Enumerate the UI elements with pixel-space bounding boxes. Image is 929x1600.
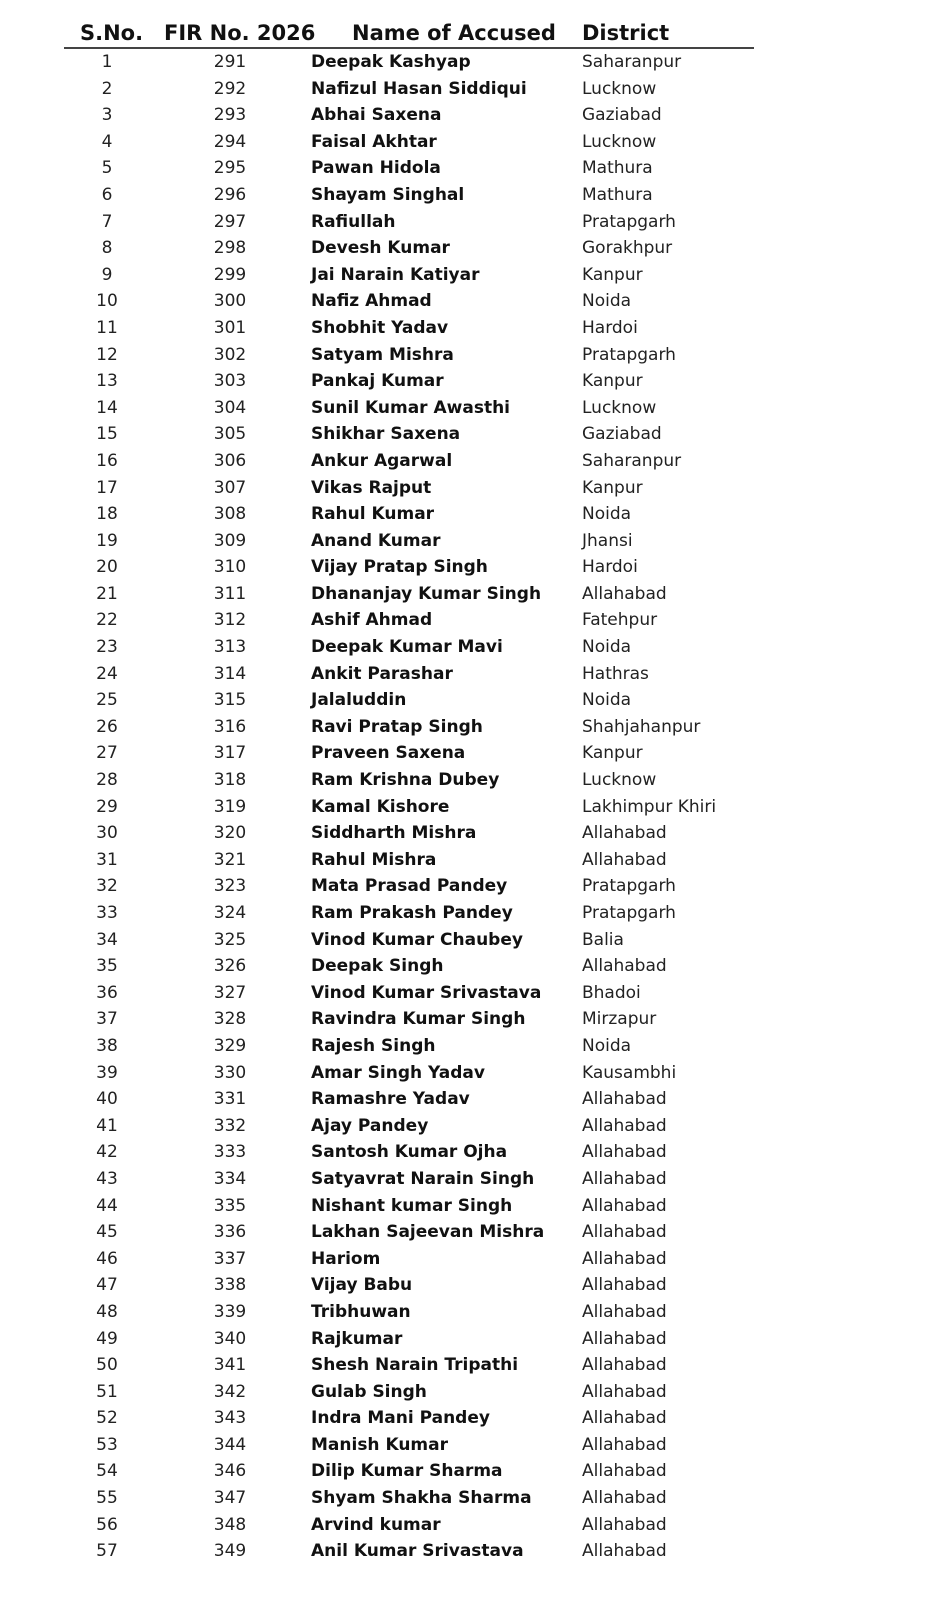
cell-sno: 4 — [101, 131, 113, 152]
cell-sno: 15 — [96, 424, 118, 445]
cell-name: Shayam Singhal — [311, 184, 465, 205]
cell-sno: 25 — [96, 690, 118, 711]
cell-sno: 54 — [96, 1461, 118, 1482]
cell-district: Allahabad — [582, 823, 667, 844]
cell-district: Allahabad — [582, 1355, 667, 1376]
cell-fir-no: 330 — [213, 1062, 247, 1083]
cell-fir-no: 307 — [213, 477, 247, 498]
table-row — [0, 1193, 929, 1220]
cell-sno: 1 — [101, 52, 113, 72]
cell-district: Allahabad — [582, 1301, 667, 1322]
table-row — [0, 900, 929, 927]
cell-district: Kanpur — [582, 371, 643, 392]
cell-name: Rahul Kumar — [311, 504, 435, 525]
cell-district: Noida — [582, 291, 632, 312]
cell-fir-no: 321 — [213, 849, 247, 870]
table-header — [0, 18, 760, 48]
cell-sno: 37 — [96, 1009, 118, 1030]
cell-name: Hariom — [311, 1248, 381, 1269]
cell-fir-no: 305 — [213, 424, 247, 445]
cell-sno: 18 — [96, 504, 118, 525]
cell-name: Ankur Agarwal — [311, 450, 453, 471]
cell-fir-no: 301 — [213, 317, 247, 338]
table-row — [0, 1246, 929, 1273]
cell-name: Ram Prakash Pandey — [311, 903, 513, 923]
cell-sno: 29 — [96, 796, 118, 817]
cell-sno: 35 — [96, 956, 118, 977]
cell-district: Allahabad — [582, 956, 667, 977]
cell-fir-no: 316 — [213, 716, 247, 737]
header-district: District — [582, 21, 670, 45]
cell-name: Kamal Kishore — [311, 796, 450, 817]
cell-name: Praveen Saxena — [311, 743, 466, 764]
table-row — [0, 76, 929, 103]
table-row — [0, 262, 929, 289]
cell-name: Shesh Narain Tripathi — [311, 1355, 519, 1376]
cell-district: Allahabad — [582, 583, 667, 604]
cell-fir-no: 311 — [213, 583, 247, 604]
cell-sno: 42 — [96, 1142, 118, 1163]
cell-name: Ashif Ahmad — [311, 610, 433, 631]
cell-fir-no: 319 — [213, 796, 247, 817]
cell-fir-no: 298 — [213, 238, 247, 259]
table-row — [0, 448, 929, 475]
table-row — [0, 49, 929, 76]
cell-fir-no: 304 — [213, 397, 247, 418]
cell-district: Kanpur — [582, 743, 643, 764]
table-row — [0, 1272, 929, 1299]
cell-sno: 33 — [96, 903, 118, 923]
cell-district: Noida — [582, 1035, 632, 1056]
cell-name: Indra Mani Pandey — [311, 1408, 490, 1429]
cell-fir-no: 334 — [213, 1168, 247, 1189]
cell-name: Satyam Mishra — [311, 344, 454, 365]
cell-fir-no: 342 — [213, 1381, 247, 1402]
cell-sno: 3 — [101, 105, 113, 126]
table-row — [0, 687, 929, 714]
cell-fir-no: 296 — [213, 184, 247, 205]
cell-district: Bhadoi — [582, 982, 641, 1003]
cell-sno: 44 — [96, 1195, 118, 1216]
cell-fir-no: 291 — [213, 52, 247, 72]
table-row — [0, 1139, 929, 1166]
cell-fir-no: 329 — [213, 1035, 247, 1056]
cell-fir-no: 306 — [213, 450, 247, 471]
cell-sno: 46 — [96, 1248, 118, 1269]
cell-name: Shyam Shakha Sharma — [311, 1488, 532, 1509]
cell-district: Allahabad — [582, 1328, 667, 1349]
cell-name: Ram Krishna Dubey — [311, 770, 500, 791]
cell-district: Gaziabad — [582, 105, 662, 126]
cell-name: Shobhit Yadav — [311, 317, 449, 338]
table-row — [0, 873, 929, 900]
cell-sno: 21 — [96, 583, 118, 604]
cell-sno: 28 — [96, 770, 118, 791]
cell-name: Shikhar Saxena — [311, 424, 461, 445]
table-row — [0, 847, 929, 874]
cell-name: Dhananjay Kumar Singh — [311, 583, 542, 604]
cell-name: Abhai Saxena — [311, 105, 442, 126]
cell-district: Allahabad — [582, 1275, 667, 1296]
table-row — [0, 794, 929, 821]
table-row — [0, 342, 929, 369]
cell-name: Satyavrat Narain Singh — [311, 1168, 535, 1189]
cell-district: Hardoi — [582, 317, 638, 338]
table-row — [0, 1219, 929, 1246]
cell-district: Saharanpur — [582, 450, 682, 471]
cell-sno: 39 — [96, 1062, 118, 1083]
cell-fir-no: 336 — [213, 1222, 247, 1243]
cell-district: Allahabad — [582, 1461, 667, 1482]
cell-sno: 48 — [96, 1301, 118, 1322]
table-row — [0, 554, 929, 581]
cell-name: Vijay Babu — [311, 1275, 413, 1296]
cell-fir-no: 332 — [213, 1115, 247, 1136]
cell-sno: 53 — [96, 1434, 118, 1455]
cell-fir-no: 300 — [213, 291, 247, 312]
cell-fir-no: 320 — [213, 823, 247, 844]
cell-fir-no: 299 — [213, 264, 247, 285]
cell-sno: 36 — [96, 982, 118, 1003]
table-row — [0, 1512, 929, 1539]
cell-name: Pankaj Kumar — [311, 371, 444, 392]
cell-name: Gulab Singh — [311, 1381, 427, 1402]
cell-sno: 38 — [96, 1035, 118, 1056]
cell-district: Saharanpur — [582, 52, 682, 72]
cell-fir-no: 331 — [213, 1089, 247, 1110]
cell-district: Noida — [582, 504, 632, 525]
cell-name: Faisal Akhtar — [311, 131, 437, 152]
cell-fir-no: 317 — [213, 743, 247, 764]
cell-name: Deepak Singh — [311, 956, 444, 977]
cell-fir-no: 309 — [213, 530, 247, 551]
cell-fir-no: 318 — [213, 770, 247, 791]
table-row — [0, 1538, 929, 1565]
cell-name: Ankit Parashar — [311, 663, 453, 684]
table-row — [0, 1033, 929, 1060]
table-row — [0, 102, 929, 129]
cell-fir-no: 325 — [213, 929, 247, 950]
cell-fir-no: 343 — [213, 1408, 247, 1429]
cell-fir-no: 292 — [213, 78, 247, 99]
cell-name: Jalaluddin — [311, 690, 407, 711]
cell-district: Lucknow — [582, 78, 657, 99]
cell-district: Pratapgarh — [582, 876, 676, 897]
cell-fir-no: 310 — [213, 557, 247, 578]
cell-name: Sunil Kumar Awasthi — [311, 397, 510, 418]
cell-fir-no: 344 — [213, 1434, 247, 1455]
cell-fir-no: 339 — [213, 1301, 247, 1322]
table-row — [0, 1113, 929, 1140]
cell-name: Anand Kumar — [311, 530, 441, 551]
cell-district: Allahabad — [582, 1408, 667, 1429]
cell-district: Allahabad — [582, 1488, 667, 1509]
cell-district: Allahabad — [582, 1514, 667, 1535]
cell-name: Deepak Kumar Mavi — [311, 637, 503, 658]
table-row — [0, 235, 929, 262]
cell-fir-no: 324 — [213, 903, 247, 923]
cell-fir-no: 335 — [213, 1195, 247, 1216]
cell-sno: 49 — [96, 1328, 118, 1349]
table-row — [0, 1299, 929, 1326]
cell-district: Gorakhpur — [582, 238, 673, 259]
cell-name: Mata Prasad Pandey — [311, 876, 508, 897]
cell-district: Balia — [582, 929, 624, 950]
cell-fir-no: 348 — [213, 1514, 247, 1535]
cell-sno: 9 — [101, 264, 113, 285]
cell-district: Kanpur — [582, 264, 643, 285]
cell-name: Vinod Kumar Srivastava — [311, 982, 542, 1003]
table-row — [0, 1432, 929, 1459]
cell-sno: 16 — [96, 450, 118, 471]
cell-fir-no: 333 — [213, 1142, 247, 1163]
cell-sno: 23 — [96, 637, 118, 658]
table-row — [0, 634, 929, 661]
cell-name: Deepak Kashyap — [311, 52, 471, 72]
cell-name: Rahul Mishra — [311, 849, 437, 870]
cell-district: Jhansi — [582, 530, 633, 551]
cell-fir-no: 297 — [213, 211, 247, 232]
cell-district: Kausambhi — [582, 1062, 677, 1083]
cell-fir-no: 314 — [213, 663, 247, 684]
cell-name: Rajkumar — [311, 1328, 403, 1349]
cell-sno: 56 — [96, 1514, 118, 1535]
cell-district: Fatehpur — [582, 610, 658, 631]
cell-sno: 22 — [96, 610, 118, 631]
cell-district: Lucknow — [582, 131, 657, 152]
cell-sno: 14 — [96, 397, 118, 418]
cell-name: Devesh Kumar — [311, 238, 450, 259]
cell-sno: 24 — [96, 663, 118, 684]
cell-district: Shahjahanpur — [582, 716, 701, 737]
cell-fir-no: 347 — [213, 1488, 247, 1509]
cell-name: Rajesh Singh — [311, 1035, 436, 1056]
cell-name: Vinod Kumar Chaubey — [311, 929, 523, 950]
table-row — [0, 820, 929, 847]
table-row — [0, 501, 929, 528]
cell-district: Allahabad — [582, 1089, 667, 1110]
table-row — [0, 421, 929, 448]
table-row — [0, 182, 929, 209]
cell-name: Nishant kumar Singh — [311, 1195, 513, 1216]
cell-name: Dilip Kumar Sharma — [311, 1461, 503, 1482]
cell-sno: 45 — [96, 1222, 118, 1243]
cell-district: Pratapgarh — [582, 903, 676, 923]
table-row — [0, 129, 929, 156]
cell-name: Pawan Hidola — [311, 158, 441, 179]
table-row — [0, 953, 929, 980]
cell-name: Ramashre Yadav — [311, 1089, 470, 1110]
cell-name: Santosh Kumar Ojha — [311, 1142, 508, 1163]
cell-name: Ajay Pandey — [311, 1115, 429, 1136]
cell-sno: 57 — [96, 1541, 118, 1562]
cell-sno: 5 — [101, 158, 113, 179]
table-row — [0, 209, 929, 236]
cell-fir-no: 346 — [213, 1461, 247, 1482]
cell-district: Mathura — [582, 158, 653, 179]
cell-district: Allahabad — [582, 1434, 667, 1455]
cell-fir-no: 338 — [213, 1275, 247, 1296]
cell-name: Siddharth Mishra — [311, 823, 477, 844]
cell-sno: 30 — [96, 823, 118, 844]
cell-name: Arvind kumar — [311, 1514, 441, 1535]
cell-sno: 20 — [96, 557, 118, 578]
cell-sno: 41 — [96, 1115, 118, 1136]
cell-sno: 26 — [96, 716, 118, 737]
cell-district: Lakhimpur Khiri — [582, 796, 717, 817]
cell-district: Mathura — [582, 184, 653, 205]
cell-sno: 17 — [96, 477, 118, 498]
cell-district: Hardoi — [582, 557, 638, 578]
cell-sno: 6 — [101, 184, 113, 205]
cell-district: Gaziabad — [582, 424, 662, 445]
cell-sno: 7 — [101, 211, 113, 232]
cell-fir-no: 302 — [213, 344, 247, 365]
header-name-of-accused: Name of Accused — [352, 21, 556, 45]
cell-sno: 51 — [96, 1381, 118, 1402]
table-row — [0, 1166, 929, 1193]
cell-name: Vijay Pratap Singh — [311, 557, 488, 578]
table-row — [0, 1352, 929, 1379]
cell-sno: 32 — [96, 876, 118, 897]
cell-fir-no: 303 — [213, 371, 247, 392]
cell-sno: 2 — [101, 78, 113, 99]
cell-sno: 31 — [96, 849, 118, 870]
header-fir-no: FIR No. 2026 — [164, 21, 316, 45]
cell-district: Noida — [582, 637, 632, 658]
cell-district: Allahabad — [582, 1248, 667, 1269]
cell-sno: 27 — [96, 743, 118, 764]
cell-district: Lucknow — [582, 770, 657, 791]
table-row — [0, 155, 929, 182]
cell-district: Allahabad — [582, 1142, 667, 1163]
cell-sno: 11 — [96, 317, 118, 338]
cell-district: Allahabad — [582, 849, 667, 870]
table-row — [0, 528, 929, 555]
cell-sno: 50 — [96, 1355, 118, 1376]
cell-name: Vikas Rajput — [311, 477, 432, 498]
cell-fir-no: 315 — [213, 690, 247, 711]
table-row — [0, 714, 929, 741]
cell-district: Kanpur — [582, 477, 643, 498]
cell-fir-no: 327 — [213, 982, 247, 1003]
table-row — [0, 1485, 929, 1512]
cell-district: Noida — [582, 690, 632, 711]
cell-fir-no: 341 — [213, 1355, 247, 1376]
table-row — [0, 1405, 929, 1432]
table-row — [0, 475, 929, 502]
cell-district: Allahabad — [582, 1541, 667, 1562]
cell-district: Allahabad — [582, 1381, 667, 1402]
table-row — [0, 581, 929, 608]
table-row — [0, 927, 929, 954]
cell-fir-no: 340 — [213, 1328, 247, 1349]
cell-name: Rafiullah — [311, 211, 396, 232]
cell-fir-no: 328 — [213, 1009, 247, 1030]
table-row — [0, 740, 929, 767]
table-row — [0, 1086, 929, 1113]
table-row — [0, 1379, 929, 1406]
cell-district: Allahabad — [582, 1222, 667, 1243]
cell-name: Nafizul Hasan Siddiqui — [311, 78, 527, 99]
table-row — [0, 395, 929, 422]
table-row — [0, 980, 929, 1007]
cell-district: Mirzapur — [582, 1009, 657, 1030]
cell-name: Manish Kumar — [311, 1434, 449, 1455]
cell-name: Lakhan Sajeevan Mishra — [311, 1222, 545, 1243]
cell-fir-no: 295 — [213, 158, 247, 179]
cell-fir-no: 337 — [213, 1248, 247, 1269]
cell-sno: 19 — [96, 530, 118, 551]
cell-sno: 47 — [96, 1275, 118, 1296]
cell-name: Ravindra Kumar Singh — [311, 1009, 526, 1030]
cell-sno: 13 — [96, 371, 118, 392]
cell-district: Allahabad — [582, 1195, 667, 1216]
table-row — [0, 607, 929, 634]
cell-name: Anil Kumar Srivastava — [311, 1541, 524, 1562]
table-row — [0, 288, 929, 315]
cell-fir-no: 326 — [213, 956, 247, 977]
cell-fir-no: 308 — [213, 504, 247, 525]
table-row — [0, 661, 929, 688]
cell-fir-no: 349 — [213, 1541, 247, 1562]
cell-district: Hathras — [582, 663, 649, 684]
cell-name: Tribhuwan — [311, 1301, 411, 1322]
table-row — [0, 315, 929, 342]
cell-name: Ravi Pratap Singh — [311, 716, 483, 737]
cell-fir-no: 293 — [213, 105, 247, 126]
cell-sno: 10 — [96, 291, 118, 312]
cell-name: Nafiz Ahmad — [311, 291, 432, 312]
cell-sno: 55 — [96, 1488, 118, 1509]
table-row — [0, 767, 929, 794]
cell-name: Amar Singh Yadav — [311, 1062, 485, 1083]
cell-sno: 40 — [96, 1089, 118, 1110]
cell-fir-no: 323 — [213, 876, 247, 897]
cell-district: Allahabad — [582, 1168, 667, 1189]
table-row — [0, 368, 929, 395]
cell-sno: 34 — [96, 929, 118, 950]
cell-sno: 43 — [96, 1168, 118, 1189]
cell-district: Allahabad — [582, 1115, 667, 1136]
table-row — [0, 1458, 929, 1485]
table-row — [0, 1006, 929, 1033]
cell-fir-no: 294 — [213, 131, 247, 152]
cell-sno: 8 — [101, 238, 113, 259]
cell-district: Lucknow — [582, 397, 657, 418]
cell-district: Pratapgarh — [582, 211, 676, 232]
cell-fir-no: 312 — [213, 610, 247, 631]
table-body — [0, 49, 929, 1565]
header-sno: S.No. — [80, 21, 144, 45]
cell-name: Jai Narain Katiyar — [311, 264, 480, 285]
cell-sno: 52 — [96, 1408, 118, 1429]
cell-fir-no: 313 — [213, 637, 247, 658]
cell-sno: 12 — [96, 344, 118, 365]
cell-district: Pratapgarh — [582, 344, 676, 365]
table-row — [0, 1060, 929, 1087]
table-row — [0, 1326, 929, 1353]
